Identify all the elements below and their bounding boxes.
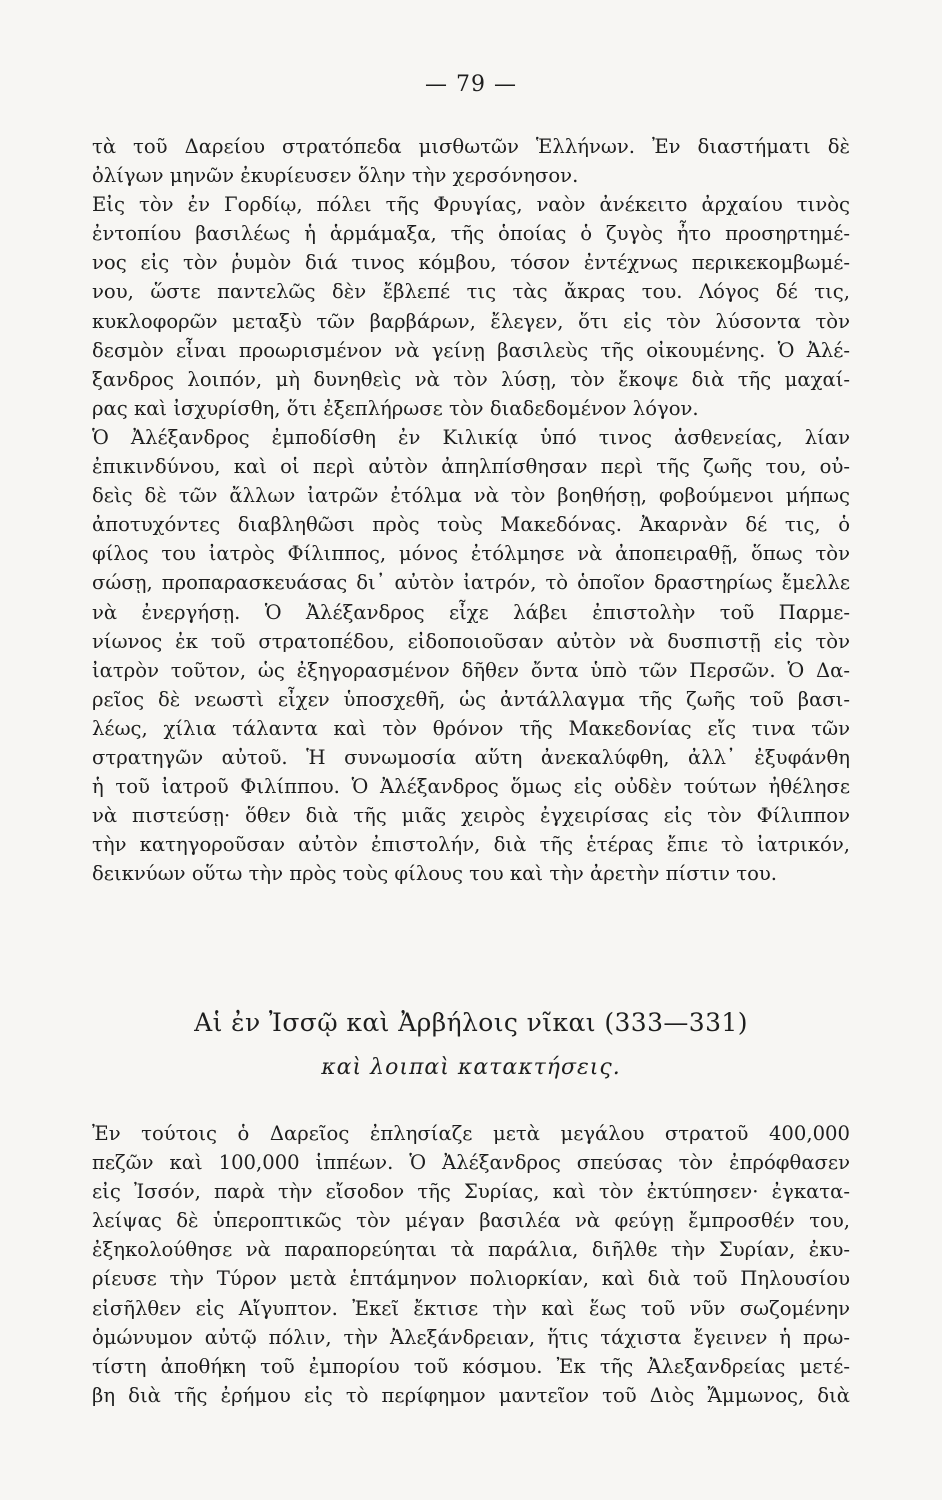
text-line: ἐξηκολούθησε νὰ παραπορεύηται τὰ παράλια, διῆλθε τὴν Συρίαν, ἐκυ- [92,1238,850,1262]
text-line: νίωνος ἐκ τοῦ στρατοπέδου, εἰδοποιοῦσαν αὐτὸν νὰ δυσπιστῇ εἰς τὸν [92,629,850,653]
text-line: βη διὰ τῆς ἐρήμου εἰς τὸ περίφημον μαντεῖον τοῦ Διὸς Ἄμμωνος, διὰ [92,1383,850,1407]
text-line: πεζῶν καὶ 100,000 ἱππέων. Ὁ Ἀλέξανδρος σπεύσας τὸν ἐπρόφθασεν [92,1151,850,1175]
section-heading: Αἱ ἐν Ἰσσῷ καὶ Ἀρβήλοις νῖκαι (333—331) [194,1008,748,1037]
text-line: ἡ τοῦ ἰατροῦ Φιλίππου. Ὁ Ἀλέξανδρος ὅμως εἰς οὐδὲν τούτων ἠθέλησε [92,775,850,799]
text-line: νος εἰς τὸν ῥυμὸν διά τινος κόμβου, τόσον ἐντέχνως περικεκομβωμέ- [92,251,850,275]
text-line: στρατηγῶν αὐτοῦ. Ἡ συνωμοσία αὕτη ἀνεκαλύφθη, ἀλλ᾽ ἐξυφάνθη [92,745,850,769]
text-line: εἰς Ἰσσόν, παρὰ τὴν εἴσοδον τῆς Συρίας, καὶ τὸν ἐκτύπησεν· ἐγκατα- [92,1180,850,1204]
text-line: δεικνύων οὕτω τὴν πρὸς τοὺς φίλους του καὶ τὴν ἀρετὴν πίστιν του. [92,862,778,886]
text-line: ρίευσε τὴν Τύρον μετὰ ἑπτάμηνον πολιορκίαν, καὶ διὰ τοῦ Πηλουσίου [92,1267,850,1291]
text-line: δεὶς δὲ τῶν ἄλλων ἰατρῶν ἐτόλμα νὰ τὸν βοηθήσῃ, φοβούμενοι μήπως [92,484,850,508]
text-line: Ὁ Ἀλέξανδρος ἐμποδίσθη ἐν Κιλικίᾳ ὑπό τινος ἀσθενείας, λίαν [92,425,850,449]
text-line: λέως, χίλια τάλαντα καὶ τὸν θρόνον τῆς Μακεδονίας εἴς τινα τῶν [92,716,850,740]
text-line: ἐπικινδύνου, καὶ οἱ περὶ αὐτὸν ἀπηλπίσθησαν περὶ τῆς ζωῆς του, οὐ- [92,455,850,479]
text-line: ἀποτυχόντες διαβληθῶσι πρὸς τοὺς Μακεδόνας. Ἀκαρνὰν δέ τις, ὁ [92,513,850,537]
text-line: τὰ τοῦ Δαρείου στρατόπεδα μισθωτῶν Ἑλλήνων. Ἐν διαστήματι δὲ [92,135,850,158]
section-subheading: καὶ λοιπαὶ κατακτήσεις. [321,1055,621,1080]
text-line: ἰατρὸν τοῦτον, ὡς ἐξηγορασμένον δῆθεν ὄντα ὑπὸ τῶν Περσῶν. Ὁ Δα- [92,658,850,682]
text-line: ὀλίγων μηνῶν ἐκυρίευσεν ὅλην τὴν χερσόνησον. [92,164,579,188]
text-line: εἰσῆλθεν εἰς Αἴγυπτον. Ἐκεῖ ἔκτισε τὴν καὶ ἕως τοῦ νῦν σωζομένην [92,1296,850,1320]
text-line: φίλος του ἰατρὸς Φίλιππος, μόνος ἐτόλμησε νὰ ἀποπειραθῇ, ὅπως τὸν [92,542,850,566]
text-line: ξανδρος λοιπόν, μὴ δυνηθεὶς νὰ τὸν λύσῃ, τὸν ἔκοψε διὰ τῆς μαχαί- [92,367,850,391]
text-line: Ἐν τούτοις ὁ Δαρεῖος ἐπλησίαζε μετὰ μεγάλου στρατοῦ 400,000 [92,1122,850,1145]
text-line: τὴν κατηγοροῦσαν αὐτὸν ἐπιστολήν, διὰ τῆς ἑτέρας ἔπιε τὸ ἰατρικόν, [92,833,850,857]
page-number: — 79 — [425,72,517,97]
text-line: νὰ πιστεύσῃ· ὅθεν διὰ τῆς μιᾶς χειρὸς ἐγχειρίσας εἰς τὸν Φίλιππον [92,804,850,828]
text-line: νὰ ἐνεργήσῃ. Ὁ Ἀλέξανδρος εἶχε λάβει ἐπιστολὴν τοῦ Παρμε- [92,600,850,624]
body-text-bottom [92,1119,850,1410]
text-line: νου, ὥστε παντελῶς δὲν ἔβλεπέ τις τὰς ἄκρας του. Λόγος δέ τις, [92,280,850,304]
text-line: ἐντοπίου βασιλέως ἡ ἁρμάμαξα, τῆς ὁποίας ὁ ζυγὸς ἦτο προσηρτημέ- [92,222,850,246]
text-line: τίστη ἀποθήκη τοῦ ἐμπορίου τοῦ κόσμου. Ἐκ τῆς Ἀλεξανδρείας μετέ- [92,1354,850,1378]
text-line: ρεῖος δὲ νεωστὶ εἶχεν ὑποσχεθῆ, ὡς ἀντάλλαγμα τῆς ζωῆς τοῦ βασι- [92,687,850,711]
text-line: Εἰς τὸν ἐν Γορδίῳ, πόλει τῆς Φρυγίας, ναὸν ἀνέκειτο ἀρχαίου τινὸς [92,193,850,217]
text-line: κυκλοφορῶν μεταξὺ τῶν βαρβάρων, ἔλεγεν, ὅτι εἰς τὸν λύσοντα τὸν [92,309,850,333]
text-line: λείψας δὲ ὑπεροπτικῶς τὸν μέγαν βασιλέα νὰ φεύγῃ ἔμπροσθέν του, [92,1209,850,1233]
text-line: δεσμὸν εἶναι προωρισμένον νὰ γείνῃ βασιλεὺς τῆς οἰκουμένης. Ὁ Ἀλέ- [92,338,850,362]
body-text-top [92,132,850,888]
text-line: ρας καὶ ἰσχυρίσθη, ὅτι ἐξεπλήρωσε τὸν διαδεδομένον λόγον. [92,396,699,420]
text-line: ὁμώνυμον αὐτῷ πόλιν, τὴν Ἀλεξάνδρειαν, ἥτις τάχιστα ἔγεινεν ἡ πρω- [92,1325,850,1349]
text-line: σώσῃ, προπαρασκευάσας δι᾽ αὐτὸν ἰατρόν, τὸ ὁποῖον δραστηρίως ἔμελλε [92,571,850,595]
